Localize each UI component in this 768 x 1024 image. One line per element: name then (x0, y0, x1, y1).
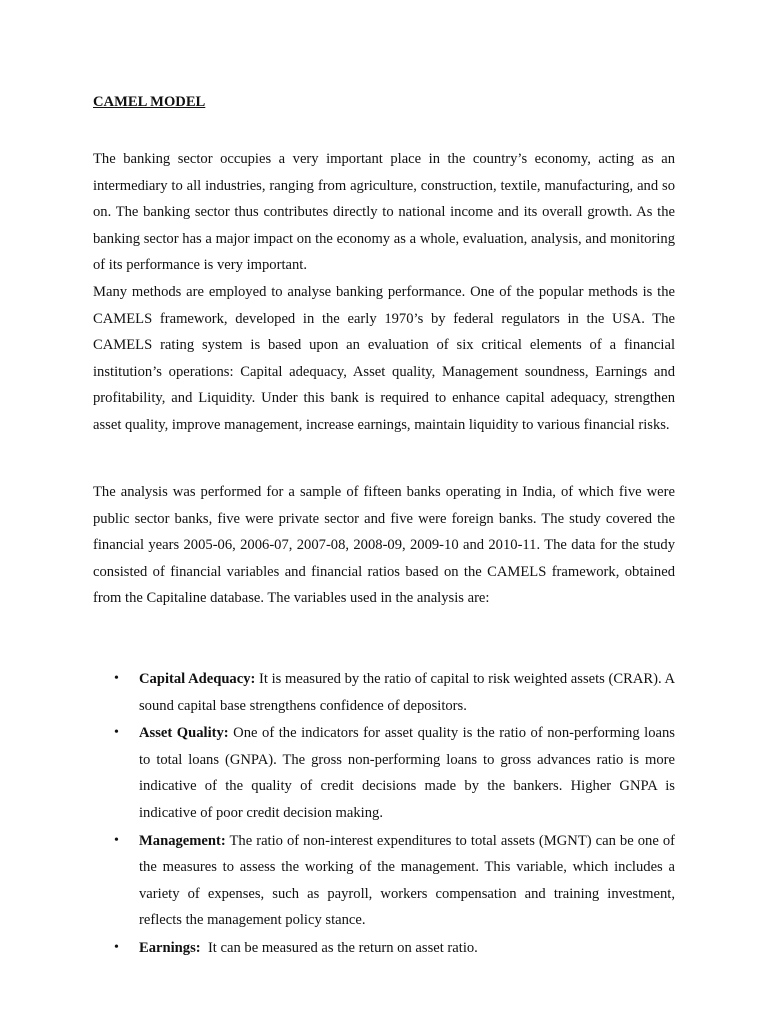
list-item-capital-adequacy (93, 666, 675, 719)
list-item-term: Asset Quality: (139, 725, 229, 742)
paragraph-camels-framework: Many methods are employed to analyse banking performance. One of the popular methods is the CAMELS framework, developed in the early 1970’s by federal regulators in the USA. The CAMELS rating system is based upon an evaluation of six critical elements of a financial institution’s operations: Capital adequacy, Asset quality, Management soundness, Earnings and profitability, and Liquidity. Under this bank is required to enhance capital adequacy, strengthen asset quality, improve management, increase earnings, maintain liquidity to various financial risks. (93, 284, 675, 433)
variables-list (93, 666, 675, 963)
list-item-text: One of the indicators for asset quality is the ratio of non-performing loans to total loans (GNPA). The gross non-performing loans to gross advances ratio is more indicative of the quality of credit decisions made by the bankers. Higher GNPA is indicative of poor credit decision making. (139, 725, 675, 821)
bullet-icon: • (114, 832, 119, 848)
bullet-icon: • (114, 725, 119, 741)
list-item-management (93, 828, 675, 934)
list-item-text: It is measured by the ratio of capital to risk weighted assets (CRAR). A sound capital base strengthens confidence of depositors. (139, 671, 675, 714)
paragraph-intro: The banking sector occupies a very important place in the country’s economy, acting as an intermediary to all industries, ranging from agriculture, construction, textile, manufacturing, and so on. The banking sector thus contributes directly to national income and its overall growth. As the banking sector has a major impact on the economy as a whole, evaluation, analysis, and monitoring of its performance is very important. (93, 151, 675, 274)
bullet-icon: • (114, 671, 119, 686)
list-item-earnings (93, 935, 675, 962)
list-item-term: Management: (139, 832, 226, 849)
list-item-text: The ratio of non-interest expenditures to total assets (MGNT) can be one of the measures to assess the working of the management. This variable, which includes a variety of expenses, such as payroll, workers compensation and training investment, reflects the management policy stance. (139, 832, 675, 929)
list-item-term: Capital Adequacy: (139, 671, 256, 687)
list-item-asset-quality (93, 720, 675, 826)
list-item-text: It can be measured as the return on asset ratio. (200, 939, 478, 956)
list-item-term: Earnings: (139, 939, 201, 956)
paragraph-analysis-sample: The analysis was performed for a sample of fifteen banks operating in India, of which five were public sector banks, five were private sector and five were foreign banks. The study covered the financial years 2005-06, 2006-07, 2007-08, 2008-09, 2009-10 and 2010-11. The data for the study consisted of financial variables and financial ratios based on the CAMELS framework, obtained from the Capitaline database. The variables used in the analysis are: (93, 484, 675, 607)
bullet-icon: • (114, 939, 119, 955)
page-title: CAMEL MODEL (93, 94, 206, 110)
